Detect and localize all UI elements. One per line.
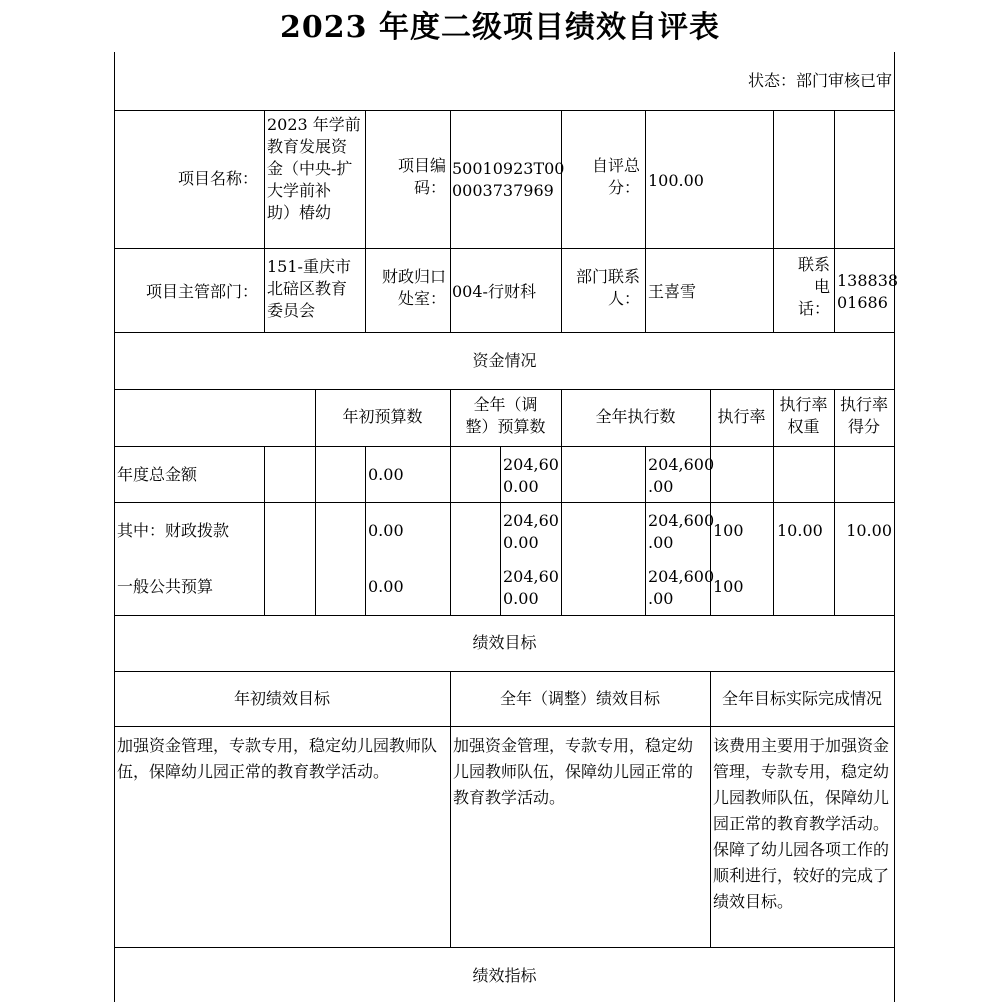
header-actual-completion: 全年目标实际完成情况 (721, 689, 882, 708)
finance-office-value: 004-行财科 (452, 282, 536, 301)
adjusted-goal-text: 加强资金管理，专款专用，稳定幼儿园教师队伍，保障幼儿园正常的教育教学活动。 (453, 736, 694, 807)
project-code-value: 50010923T00 0003737969 (452, 159, 565, 200)
dept-value: 151-重庆市 北碚区教育 委员会 (267, 257, 351, 320)
project-name-label: 项目名称： (177, 169, 258, 188)
header-initial-budget: 年初预算数 (342, 407, 423, 426)
actual-completion-text: 该费用主要用于加强资金管理，专款专用，稳定幼儿园教师队伍，保障幼儿园正常的教育教学活动。保障了幼儿园各项工作的顺利进行，较好的完成了绩效目标。 (713, 736, 890, 911)
header-executed: 全年执行数 (595, 407, 676, 426)
initial-goal-text: 加强资金管理，专款专用，稳定幼儿园教师队伍，保障幼儿园正常的教育教学活动。 (117, 736, 438, 781)
funds-section-title: 资金情况 (472, 351, 537, 370)
project-name-value: 2023 年学前 教育发展资 金（中央-扩 大学前补 助）椿幼 (267, 115, 361, 222)
contact-label: 部门联系 人： (575, 267, 640, 308)
phone-label: 联系 电 话： (797, 255, 830, 318)
project-code-label: 项目编 码： (397, 156, 446, 197)
header-adjusted-budget: 全年（调 整）预算数 (465, 395, 546, 436)
header-initial-goal: 年初绩效目标 (233, 689, 330, 708)
header-rate: 执行率 (717, 407, 766, 426)
self-score-value: 100.00 (648, 171, 704, 190)
dept-label: 项目主管部门： (145, 282, 258, 301)
status-label: 状态：部门审核已审 (747, 71, 892, 90)
page-title: 2023 年度二级项目绩效自评表 (280, 10, 720, 45)
header-rate-weight: 执行率 权重 (779, 395, 828, 436)
phone-value: 138838 01686 (837, 271, 899, 312)
goals-section-title: 绩效目标 (472, 633, 537, 652)
contact-value: 王喜雪 (648, 282, 697, 301)
self-score-label: 自评总 分： (591, 156, 640, 197)
header-adjusted-goal: 全年（调整）绩效目标 (499, 689, 660, 708)
indicators-section-title: 绩效指标 (472, 966, 537, 985)
finance-office-label: 财政归口 处室： (381, 267, 446, 308)
header-rate-score: 执行率 得分 (839, 395, 888, 436)
